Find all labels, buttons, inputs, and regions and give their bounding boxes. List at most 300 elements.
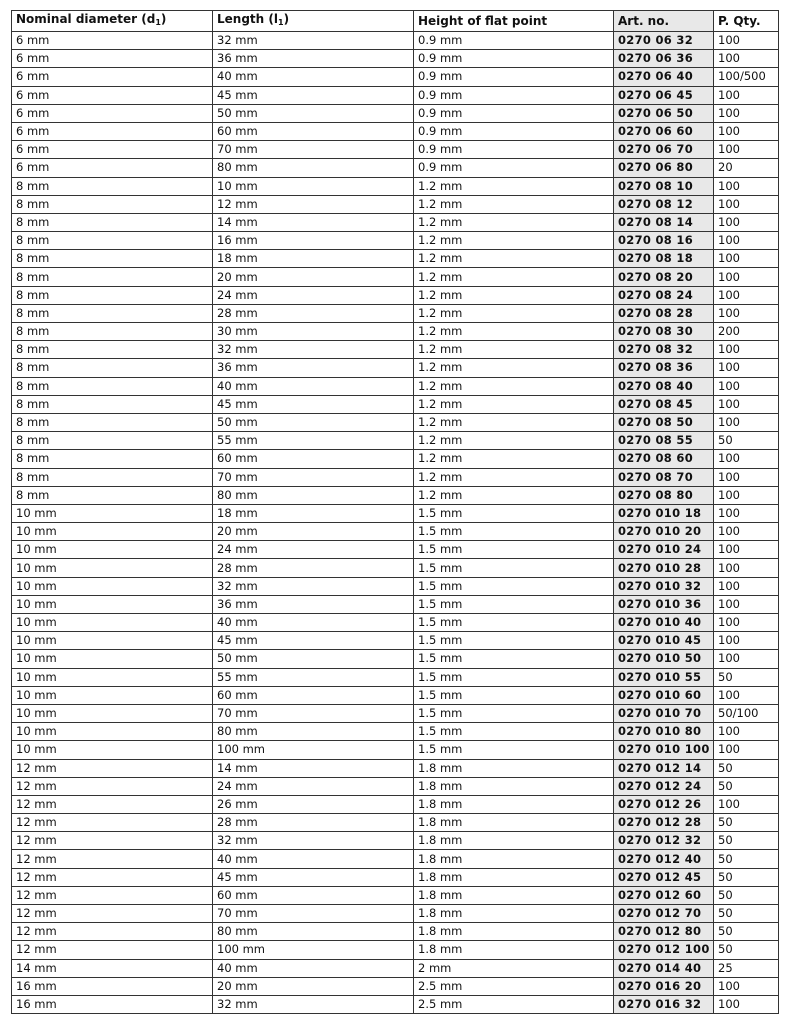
cell-nominal-diameter: 8 mm bbox=[12, 395, 213, 413]
cell-nominal-diameter: 8 mm bbox=[12, 304, 213, 322]
table-row bbox=[12, 614, 779, 632]
cell-flat-point-height: 2.5 mm bbox=[414, 995, 614, 1013]
cell-art-no: 0270 08 36 bbox=[614, 359, 714, 377]
cell-flat-point-height: 1.8 mm bbox=[414, 850, 614, 868]
cell-flat-point-height: 1.5 mm bbox=[414, 614, 614, 632]
cell-pack-qty: 50 bbox=[714, 868, 779, 886]
table-row bbox=[12, 995, 779, 1013]
table-row bbox=[12, 104, 779, 122]
table-row bbox=[12, 486, 779, 504]
cell-length: 30 mm bbox=[213, 323, 414, 341]
cell-pack-qty: 100 bbox=[714, 686, 779, 704]
cell-nominal-diameter: 16 mm bbox=[12, 977, 213, 995]
cell-flat-point-height: 1.8 mm bbox=[414, 759, 614, 777]
table-row bbox=[12, 886, 779, 904]
cell-pack-qty: 100 bbox=[714, 232, 779, 250]
cell-nominal-diameter: 10 mm bbox=[12, 650, 213, 668]
cell-length: 100 mm bbox=[213, 941, 414, 959]
table-row bbox=[12, 923, 779, 941]
table-row bbox=[12, 250, 779, 268]
table-row bbox=[12, 195, 779, 213]
cell-flat-point-height: 1.5 mm bbox=[414, 559, 614, 577]
cell-length: 26 mm bbox=[213, 795, 414, 813]
cell-art-no: 0270 010 32 bbox=[614, 577, 714, 595]
table-row bbox=[12, 323, 779, 341]
cell-pack-qty: 100 bbox=[714, 86, 779, 104]
cell-length: 14 mm bbox=[213, 759, 414, 777]
cell-length: 50 mm bbox=[213, 104, 414, 122]
cell-length: 50 mm bbox=[213, 413, 414, 431]
cell-length: 55 mm bbox=[213, 432, 414, 450]
cell-nominal-diameter: 6 mm bbox=[12, 104, 213, 122]
cell-nominal-diameter: 6 mm bbox=[12, 68, 213, 86]
cell-length: 45 mm bbox=[213, 86, 414, 104]
cell-pack-qty: 50 bbox=[714, 850, 779, 868]
cell-art-no: 0270 08 40 bbox=[614, 377, 714, 395]
cell-pack-qty: 50 bbox=[714, 905, 779, 923]
cell-flat-point-height: 1.2 mm bbox=[414, 232, 614, 250]
table-row bbox=[12, 86, 779, 104]
cell-pack-qty: 100 bbox=[714, 268, 779, 286]
cell-art-no: 0270 012 26 bbox=[614, 795, 714, 813]
cell-pack-qty: 100 bbox=[714, 541, 779, 559]
cell-length: 60 mm bbox=[213, 122, 414, 140]
table-row bbox=[12, 668, 779, 686]
cell-pack-qty: 100 bbox=[714, 995, 779, 1013]
cell-flat-point-height: 1.2 mm bbox=[414, 432, 614, 450]
header-row bbox=[12, 11, 779, 32]
cell-pack-qty: 50 bbox=[714, 432, 779, 450]
cell-nominal-diameter: 10 mm bbox=[12, 595, 213, 613]
cell-length: 24 mm bbox=[213, 541, 414, 559]
cell-pack-qty: 100 bbox=[714, 523, 779, 541]
cell-pack-qty: 100 bbox=[714, 122, 779, 140]
cell-art-no: 0270 08 45 bbox=[614, 395, 714, 413]
cell-nominal-diameter: 6 mm bbox=[12, 141, 213, 159]
cell-pack-qty: 200 bbox=[714, 323, 779, 341]
cell-flat-point-height: 1.5 mm bbox=[414, 686, 614, 704]
cell-art-no: 0270 012 80 bbox=[614, 923, 714, 941]
cell-pack-qty: 100 bbox=[714, 504, 779, 522]
cell-pack-qty: 100/500 bbox=[714, 68, 779, 86]
cell-pack-qty: 100 bbox=[714, 341, 779, 359]
cell-art-no: 0270 08 32 bbox=[614, 341, 714, 359]
table-row bbox=[12, 232, 779, 250]
cell-art-no: 0270 012 28 bbox=[614, 814, 714, 832]
cell-length: 14 mm bbox=[213, 213, 414, 231]
table-row bbox=[12, 413, 779, 431]
cell-art-no: 0270 06 80 bbox=[614, 159, 714, 177]
cell-pack-qty: 100 bbox=[714, 195, 779, 213]
cell-flat-point-height: 1.8 mm bbox=[414, 868, 614, 886]
cell-pack-qty: 50 bbox=[714, 923, 779, 941]
table-row bbox=[12, 159, 779, 177]
cell-length: 10 mm bbox=[213, 177, 414, 195]
cell-flat-point-height: 2.5 mm bbox=[414, 977, 614, 995]
cell-nominal-diameter: 8 mm bbox=[12, 450, 213, 468]
table-row bbox=[12, 286, 779, 304]
table-row bbox=[12, 341, 779, 359]
cell-length: 18 mm bbox=[213, 504, 414, 522]
cell-pack-qty: 20 bbox=[714, 159, 779, 177]
cell-nominal-diameter: 10 mm bbox=[12, 523, 213, 541]
table-row bbox=[12, 68, 779, 86]
cell-length: 45 mm bbox=[213, 632, 414, 650]
table-row bbox=[12, 777, 779, 795]
cell-art-no: 0270 06 70 bbox=[614, 141, 714, 159]
cell-art-no: 0270 010 55 bbox=[614, 668, 714, 686]
cell-flat-point-height: 1.2 mm bbox=[414, 486, 614, 504]
cell-nominal-diameter: 10 mm bbox=[12, 723, 213, 741]
cell-art-no: 0270 016 20 bbox=[614, 977, 714, 995]
header-nominal-diameter: Nominal diameter $(d_1)$ bbox=[12, 11, 213, 32]
cell-nominal-diameter: 10 mm bbox=[12, 541, 213, 559]
cell-art-no: 0270 012 100 bbox=[614, 941, 714, 959]
cell-nominal-diameter: 8 mm bbox=[12, 359, 213, 377]
cell-nominal-diameter: 10 mm bbox=[12, 614, 213, 632]
cell-flat-point-height: 0.9 mm bbox=[414, 68, 614, 86]
table-row bbox=[12, 32, 779, 50]
cell-art-no: 0270 016 32 bbox=[614, 995, 714, 1013]
table-row bbox=[12, 541, 779, 559]
header-pack-qty: P. Qty. bbox=[714, 11, 779, 32]
table-row bbox=[12, 832, 779, 850]
cell-art-no: 0270 08 28 bbox=[614, 304, 714, 322]
table-row bbox=[12, 759, 779, 777]
cell-length: 36 mm bbox=[213, 50, 414, 68]
cell-nominal-diameter: 8 mm bbox=[12, 250, 213, 268]
table-row bbox=[12, 595, 779, 613]
cell-flat-point-height: 1.5 mm bbox=[414, 650, 614, 668]
cell-nominal-diameter: 8 mm bbox=[12, 195, 213, 213]
cell-pack-qty: 100 bbox=[714, 723, 779, 741]
cell-art-no: 0270 08 18 bbox=[614, 250, 714, 268]
cell-pack-qty: 50 bbox=[714, 668, 779, 686]
table-row bbox=[12, 177, 779, 195]
table-row bbox=[12, 141, 779, 159]
cell-flat-point-height: 1.2 mm bbox=[414, 450, 614, 468]
cell-art-no: 0270 06 45 bbox=[614, 86, 714, 104]
cell-flat-point-height: 1.2 mm bbox=[414, 250, 614, 268]
table-row bbox=[12, 359, 779, 377]
table-row bbox=[12, 905, 779, 923]
cell-flat-point-height: 1.8 mm bbox=[414, 832, 614, 850]
table-row bbox=[12, 559, 779, 577]
cell-nominal-diameter: 12 mm bbox=[12, 814, 213, 832]
cell-flat-point-height: 1.2 mm bbox=[414, 468, 614, 486]
table-row bbox=[12, 50, 779, 68]
cell-nominal-diameter: 12 mm bbox=[12, 795, 213, 813]
cell-nominal-diameter: 10 mm bbox=[12, 704, 213, 722]
cell-nominal-diameter: 8 mm bbox=[12, 486, 213, 504]
cell-flat-point-height: 1.2 mm bbox=[414, 377, 614, 395]
cell-length: 18 mm bbox=[213, 250, 414, 268]
header-flat-point-height: Height of flat point bbox=[414, 11, 614, 32]
cell-art-no: 0270 012 70 bbox=[614, 905, 714, 923]
table-row bbox=[12, 468, 779, 486]
cell-length: 80 mm bbox=[213, 159, 414, 177]
cell-nominal-diameter: 8 mm bbox=[12, 341, 213, 359]
cell-flat-point-height: 1.2 mm bbox=[414, 195, 614, 213]
cell-pack-qty: 100 bbox=[714, 104, 779, 122]
cell-flat-point-height: 1.2 mm bbox=[414, 213, 614, 231]
cell-flat-point-height: 1.2 mm bbox=[414, 304, 614, 322]
cell-flat-point-height: 1.5 mm bbox=[414, 541, 614, 559]
table-row bbox=[12, 977, 779, 995]
cell-art-no: 0270 012 32 bbox=[614, 832, 714, 850]
cell-nominal-diameter: 16 mm bbox=[12, 995, 213, 1013]
cell-flat-point-height: 1.8 mm bbox=[414, 923, 614, 941]
cell-art-no: 0270 010 40 bbox=[614, 614, 714, 632]
cell-flat-point-height: 1.2 mm bbox=[414, 359, 614, 377]
cell-art-no: 0270 08 70 bbox=[614, 468, 714, 486]
cell-pack-qty: 100 bbox=[714, 50, 779, 68]
table-row bbox=[12, 450, 779, 468]
cell-flat-point-height: 2 mm bbox=[414, 959, 614, 977]
cell-length: 50 mm bbox=[213, 650, 414, 668]
cell-art-no: 0270 06 40 bbox=[614, 68, 714, 86]
cell-flat-point-height: 1.5 mm bbox=[414, 577, 614, 595]
cell-nominal-diameter: 8 mm bbox=[12, 468, 213, 486]
cell-art-no: 0270 06 60 bbox=[614, 122, 714, 140]
cell-length: 45 mm bbox=[213, 868, 414, 886]
cell-flat-point-height: 0.9 mm bbox=[414, 50, 614, 68]
cell-pack-qty: 50 bbox=[714, 814, 779, 832]
cell-art-no: 0270 08 12 bbox=[614, 195, 714, 213]
cell-flat-point-height: 0.9 mm bbox=[414, 32, 614, 50]
cell-flat-point-height: 1.2 mm bbox=[414, 268, 614, 286]
cell-nominal-diameter: 8 mm bbox=[12, 286, 213, 304]
cell-nominal-diameter: 8 mm bbox=[12, 177, 213, 195]
cell-pack-qty: 100 bbox=[714, 977, 779, 995]
cell-art-no: 0270 012 14 bbox=[614, 759, 714, 777]
cell-art-no: 0270 010 24 bbox=[614, 541, 714, 559]
cell-pack-qty: 100 bbox=[714, 32, 779, 50]
table-row bbox=[12, 395, 779, 413]
cell-pack-qty: 100 bbox=[714, 213, 779, 231]
cell-pack-qty: 50/100 bbox=[714, 704, 779, 722]
table-row bbox=[12, 686, 779, 704]
cell-length: 70 mm bbox=[213, 704, 414, 722]
table-row bbox=[12, 850, 779, 868]
cell-pack-qty: 100 bbox=[714, 304, 779, 322]
cell-flat-point-height: 1.2 mm bbox=[414, 323, 614, 341]
cell-pack-qty: 100 bbox=[714, 450, 779, 468]
cell-nominal-diameter: 12 mm bbox=[12, 868, 213, 886]
cell-art-no: 0270 010 45 bbox=[614, 632, 714, 650]
cell-art-no: 0270 010 70 bbox=[614, 704, 714, 722]
header-length: Length $(l_1)$ bbox=[213, 11, 414, 32]
cell-length: 28 mm bbox=[213, 559, 414, 577]
cell-nominal-diameter: 10 mm bbox=[12, 559, 213, 577]
cell-length: 40 mm bbox=[213, 959, 414, 977]
cell-length: 100 mm bbox=[213, 741, 414, 759]
cell-pack-qty: 100 bbox=[714, 177, 779, 195]
cell-nominal-diameter: 8 mm bbox=[12, 213, 213, 231]
table-row bbox=[12, 377, 779, 395]
cell-pack-qty: 100 bbox=[714, 650, 779, 668]
cell-length: 36 mm bbox=[213, 359, 414, 377]
cell-art-no: 0270 010 60 bbox=[614, 686, 714, 704]
cell-art-no: 0270 08 10 bbox=[614, 177, 714, 195]
cell-nominal-diameter: 6 mm bbox=[12, 122, 213, 140]
table-row bbox=[12, 213, 779, 231]
cell-pack-qty: 100 bbox=[714, 395, 779, 413]
cell-nominal-diameter: 10 mm bbox=[12, 632, 213, 650]
cell-art-no: 0270 010 80 bbox=[614, 723, 714, 741]
cell-flat-point-height: 0.9 mm bbox=[414, 86, 614, 104]
cell-length: 32 mm bbox=[213, 577, 414, 595]
cell-pack-qty: 100 bbox=[714, 559, 779, 577]
cell-length: 20 mm bbox=[213, 523, 414, 541]
cell-pack-qty: 100 bbox=[714, 577, 779, 595]
cell-flat-point-height: 0.9 mm bbox=[414, 104, 614, 122]
cell-pack-qty: 100 bbox=[714, 286, 779, 304]
cell-flat-point-height: 1.5 mm bbox=[414, 723, 614, 741]
cell-pack-qty: 100 bbox=[714, 359, 779, 377]
cell-flat-point-height: 1.5 mm bbox=[414, 523, 614, 541]
cell-flat-point-height: 1.8 mm bbox=[414, 941, 614, 959]
table-row bbox=[12, 723, 779, 741]
cell-length: 24 mm bbox=[213, 777, 414, 795]
cell-length: 32 mm bbox=[213, 832, 414, 850]
cell-art-no: 0270 08 16 bbox=[614, 232, 714, 250]
cell-flat-point-height: 0.9 mm bbox=[414, 122, 614, 140]
cell-nominal-diameter: 8 mm bbox=[12, 413, 213, 431]
cell-nominal-diameter: 10 mm bbox=[12, 686, 213, 704]
spec-table-container bbox=[11, 10, 779, 1014]
cell-length: 40 mm bbox=[213, 377, 414, 395]
cell-art-no: 0270 010 18 bbox=[614, 504, 714, 522]
cell-length: 55 mm bbox=[213, 668, 414, 686]
cell-art-no: 0270 08 14 bbox=[614, 213, 714, 231]
cell-length: 24 mm bbox=[213, 286, 414, 304]
table-row bbox=[12, 704, 779, 722]
table-row bbox=[12, 632, 779, 650]
cell-art-no: 0270 08 20 bbox=[614, 268, 714, 286]
cell-nominal-diameter: 6 mm bbox=[12, 159, 213, 177]
cell-nominal-diameter: 14 mm bbox=[12, 959, 213, 977]
table-row bbox=[12, 868, 779, 886]
cell-flat-point-height: 1.5 mm bbox=[414, 704, 614, 722]
table-row bbox=[12, 523, 779, 541]
cell-art-no: 0270 012 40 bbox=[614, 850, 714, 868]
cell-nominal-diameter: 10 mm bbox=[12, 504, 213, 522]
cell-length: 16 mm bbox=[213, 232, 414, 250]
table-row bbox=[12, 122, 779, 140]
cell-length: 70 mm bbox=[213, 905, 414, 923]
cell-art-no: 0270 010 50 bbox=[614, 650, 714, 668]
cell-length: 70 mm bbox=[213, 141, 414, 159]
table-row bbox=[12, 795, 779, 813]
cell-pack-qty: 100 bbox=[714, 377, 779, 395]
cell-length: 40 mm bbox=[213, 68, 414, 86]
cell-flat-point-height: 1.5 mm bbox=[414, 632, 614, 650]
cell-nominal-diameter: 8 mm bbox=[12, 323, 213, 341]
cell-flat-point-height: 1.8 mm bbox=[414, 886, 614, 904]
cell-nominal-diameter: 10 mm bbox=[12, 668, 213, 686]
cell-art-no: 0270 014 40 bbox=[614, 959, 714, 977]
cell-art-no: 0270 06 36 bbox=[614, 50, 714, 68]
cell-flat-point-height: 1.2 mm bbox=[414, 341, 614, 359]
cell-flat-point-height: 1.2 mm bbox=[414, 286, 614, 304]
cell-pack-qty: 50 bbox=[714, 777, 779, 795]
cell-art-no: 0270 010 36 bbox=[614, 595, 714, 613]
table-row bbox=[12, 959, 779, 977]
cell-nominal-diameter: 12 mm bbox=[12, 832, 213, 850]
cell-length: 32 mm bbox=[213, 995, 414, 1013]
cell-pack-qty: 50 bbox=[714, 832, 779, 850]
cell-flat-point-height: 1.2 mm bbox=[414, 395, 614, 413]
table-row bbox=[12, 650, 779, 668]
cell-art-no: 0270 010 20 bbox=[614, 523, 714, 541]
cell-nominal-diameter: 12 mm bbox=[12, 941, 213, 959]
cell-nominal-diameter: 12 mm bbox=[12, 759, 213, 777]
cell-nominal-diameter: 12 mm bbox=[12, 905, 213, 923]
cell-pack-qty: 50 bbox=[714, 759, 779, 777]
cell-pack-qty: 25 bbox=[714, 959, 779, 977]
cell-art-no: 0270 010 28 bbox=[614, 559, 714, 577]
cell-length: 80 mm bbox=[213, 723, 414, 741]
table-row bbox=[12, 432, 779, 450]
cell-pack-qty: 100 bbox=[714, 741, 779, 759]
cell-art-no: 0270 06 50 bbox=[614, 104, 714, 122]
cell-length: 60 mm bbox=[213, 886, 414, 904]
table-row bbox=[12, 741, 779, 759]
cell-nominal-diameter: 12 mm bbox=[12, 777, 213, 795]
cell-length: 36 mm bbox=[213, 595, 414, 613]
cell-length: 60 mm bbox=[213, 686, 414, 704]
cell-nominal-diameter: 8 mm bbox=[12, 232, 213, 250]
cell-pack-qty: 100 bbox=[714, 595, 779, 613]
cell-art-no: 0270 012 45 bbox=[614, 868, 714, 886]
header-art-no: Art. no. bbox=[614, 11, 714, 32]
cell-length: 28 mm bbox=[213, 814, 414, 832]
cell-pack-qty: 100 bbox=[714, 250, 779, 268]
cell-length: 40 mm bbox=[213, 614, 414, 632]
cell-nominal-diameter: 6 mm bbox=[12, 86, 213, 104]
cell-nominal-diameter: 12 mm bbox=[12, 923, 213, 941]
cell-nominal-diameter: 6 mm bbox=[12, 32, 213, 50]
table-row bbox=[12, 268, 779, 286]
cell-flat-point-height: 1.8 mm bbox=[414, 814, 614, 832]
cell-art-no: 0270 012 24 bbox=[614, 777, 714, 795]
cell-flat-point-height: 1.5 mm bbox=[414, 595, 614, 613]
cell-flat-point-height: 1.8 mm bbox=[414, 905, 614, 923]
cell-flat-point-height: 1.5 mm bbox=[414, 668, 614, 686]
cell-pack-qty: 100 bbox=[714, 632, 779, 650]
cell-length: 60 mm bbox=[213, 450, 414, 468]
cell-length: 80 mm bbox=[213, 486, 414, 504]
cell-art-no: 0270 08 60 bbox=[614, 450, 714, 468]
cell-length: 20 mm bbox=[213, 268, 414, 286]
cell-art-no: 0270 012 60 bbox=[614, 886, 714, 904]
table-row bbox=[12, 941, 779, 959]
cell-art-no: 0270 08 30 bbox=[614, 323, 714, 341]
table-row bbox=[12, 504, 779, 522]
cell-art-no: 0270 010 100 bbox=[614, 741, 714, 759]
cell-length: 80 mm bbox=[213, 923, 414, 941]
cell-pack-qty: 100 bbox=[714, 413, 779, 431]
spec-table bbox=[11, 10, 779, 1014]
cell-nominal-diameter: 6 mm bbox=[12, 50, 213, 68]
cell-art-no: 0270 08 24 bbox=[614, 286, 714, 304]
cell-flat-point-height: 1.2 mm bbox=[414, 177, 614, 195]
cell-length: 28 mm bbox=[213, 304, 414, 322]
table-row bbox=[12, 814, 779, 832]
cell-pack-qty: 100 bbox=[714, 614, 779, 632]
table-row bbox=[12, 304, 779, 322]
